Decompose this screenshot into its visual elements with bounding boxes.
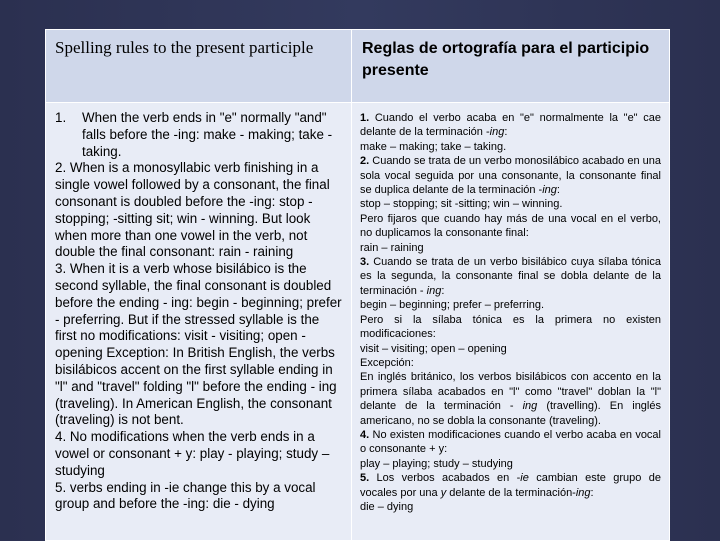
- english-rule-1-number: 1.: [55, 110, 67, 125]
- spanish-rule-3-exception-tail: (travelling). En inglés americano, no se dobla la consonante (traveling).: [360, 400, 661, 427]
- spanish-rule-3-exception-label: Excepción:: [360, 356, 414, 369]
- spanish-rule-4-number: 4.: [360, 428, 370, 441]
- table-body-row: [46, 103, 670, 541]
- spanish-rule-3-ending: ing: [426, 284, 442, 297]
- spanish-rule-3-number: 3.: [360, 256, 370, 269]
- spanish-rule-4-text: No existen modificaciones cuando el verbo acaba en vocal o consonante + y:: [360, 428, 661, 456]
- spanish-rule-4: [360, 428, 661, 457]
- spanish-rule-5-example: die – dying: [360, 500, 414, 513]
- spanish-rule-2-ending: ing: [542, 184, 557, 197]
- spanish-rule-3: [360, 255, 661, 298]
- spelling-rules-table: [45, 29, 670, 541]
- body-cell-english: [46, 103, 352, 541]
- spanish-rule-3-colon: :: [441, 284, 445, 297]
- spanish-rule-3-example-2: visit – visiting; open – opening: [360, 342, 507, 355]
- body-cell-spanish: [352, 103, 670, 541]
- spanish-rule-2: [360, 154, 661, 197]
- spanish-rule-5-text-3: delante de la terminación-: [446, 486, 576, 499]
- spanish-rule-1-colon: :: [504, 126, 508, 139]
- header-cell-english: [46, 30, 352, 103]
- spanish-rule-1-text: Cuando el verbo acaba en "e" normalmente la "e" cae delante de la terminación -: [360, 112, 661, 139]
- english-rule-1-text: When the verb ends in "e" normally "and" falls before the -ing: make - making; take - taking.: [82, 110, 333, 159]
- english-rules-text: [46, 103, 351, 513]
- spanish-rule-5: [360, 471, 661, 500]
- spanish-rule-3-exception-ending: ing: [522, 400, 538, 413]
- spanish-rule-5-ie: ie: [520, 472, 529, 485]
- spanish-rule-4-example: play – playing; study – studying: [360, 457, 513, 470]
- spanish-rule-5-ending: ing: [575, 486, 591, 499]
- header-spanish-title: Reglas de ortografía para el participio presente: [362, 40, 650, 79]
- spanish-rule-1-ending: ing: [489, 126, 505, 139]
- spanish-rule-1-number: 1.: [360, 112, 370, 124]
- spanish-rule-2-number: 2.: [360, 155, 370, 168]
- table-header-row: [46, 30, 670, 103]
- spanish-rule-5-y: y: [440, 486, 447, 499]
- header-english-title: Spelling rules to the present participle: [55, 38, 314, 57]
- spanish-rule-1: [360, 111, 661, 140]
- header-cell-spanish: [352, 30, 670, 103]
- spanish-rule-1-example: make – making; take – taking.: [360, 140, 507, 153]
- spanish-rule-2-example: stop – stopping; sit -sitting; win – winning.: [360, 198, 563, 211]
- spanish-rule-3-note: Pero si la sílaba tónica es la primera no existen modificaciones:: [360, 313, 661, 341]
- spanish-rule-2-text: Cuando se trata de un verbo monosilábico acabado en una sola vocal seguida por una consonante, la consonante final se duplica delante de la terminación -: [360, 155, 661, 197]
- spanish-rule-3-exception-text: En inglés británico, los verbos bisilábicos con accento en la primera sílaba acabados en "l" como "travel" doblan la "l" delante de la terminación -: [360, 371, 661, 413]
- spanish-rule-2-note: Pero fijaros que cuando hay más de una vocal en el verbo, no duplicamos la consonante final:: [360, 212, 661, 240]
- english-rules-2-to-5: 2. When is a monosyllabic verb finishing in a single vowel followed by a consonant, the final consonant is doubled before the -ing: stop - stopping; -sitting sit; win - winning. But look when more than one vowel in the verb, not double the final consonant: rain - raining 3. When it is a verb whose bisilábico is the second syllable, the final consonant is doubled before the ending - ing: begin - beginning; prefer - preferring. But if the stressed syllable is the first no modifications: visit - visiting; open - opening Exception: In British English, the verbs bisilábicos accent on the first syllable ending in "l" and "travel" folding "l" before the ending - ing (traveling). In American English, the consonant (traveling) is not bent. 4. No modifications when the verb ends in a vowel or consonant + y: play - playing; study – studying 5. verbs ending in -ie change this by a vocal group and before the -ing: die - dying: [55, 160, 342, 512]
- spanish-rule-2-example-2: rain – raining: [360, 241, 424, 254]
- spanish-rule-3-example: begin – beginning; prefer – preferring.: [360, 299, 545, 312]
- spanish-rule-5-number: 5.: [360, 472, 370, 485]
- english-rule-1: [55, 110, 343, 160]
- spanish-rule-3-exception: [360, 370, 661, 428]
- spanish-rule-5-text-2: cambian este grupo de vocales por una: [360, 472, 661, 499]
- spanish-rule-5-colon: :: [590, 486, 594, 499]
- spanish-rules-text: [352, 103, 669, 514]
- spanish-rule-5-text: Los verbos acabados en -: [369, 472, 521, 485]
- spanish-rule-3-text: Cuando se trata de un verbo bisilábico cuya sílaba tónica es la segunda, la consonante final se dobla delante de la terminación -: [360, 256, 661, 297]
- spanish-rule-2-colon: :: [556, 184, 560, 197]
